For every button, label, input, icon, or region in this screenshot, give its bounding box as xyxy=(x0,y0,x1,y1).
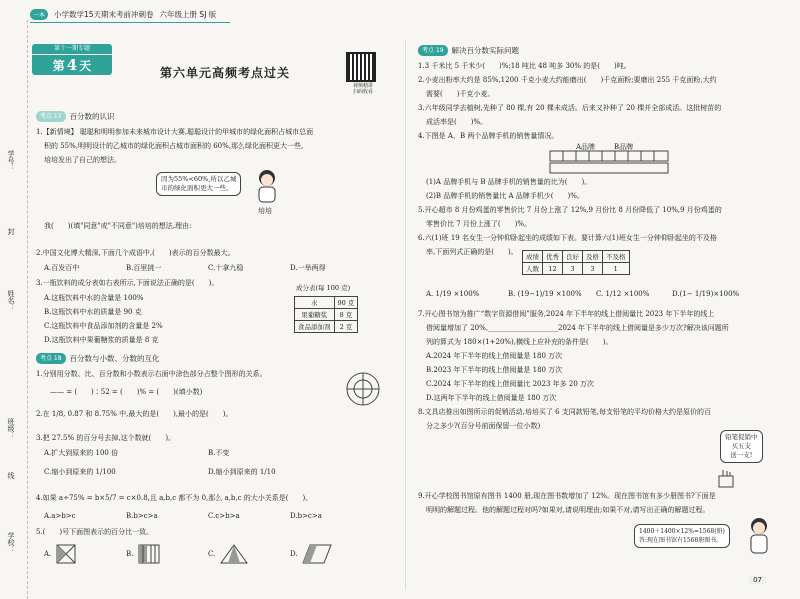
option: A.百发百中 xyxy=(44,264,80,272)
girl-illustration xyxy=(252,168,282,204)
question-text: 借阅量增加了 20%,____________________2024 年下半年的线上借阅量是多少万次?解决该问题所 xyxy=(426,324,729,332)
question-text: 需要( )千克小麦。 xyxy=(426,90,495,98)
question-text: 6.六(1)班 19 名女生一分钟仰卧起坐的成绩如下表。要计算六(1)班女生一分钟仰卧起坐的不及格 xyxy=(418,234,717,242)
option: A. 1/19 ×100% xyxy=(426,290,480,298)
shape-d-icon xyxy=(302,544,332,564)
bubble-line: 因为55%<60%,所以乙城 xyxy=(161,175,237,183)
option: C.c>b>a xyxy=(208,512,240,520)
calc-line: 1400＋1400×12%=1568(册) xyxy=(639,528,725,535)
option: B.b>c>a xyxy=(126,512,158,520)
question-text: —— = ( )∶52 = ( )% = ( )(填小数) xyxy=(50,388,203,396)
shape-b-icon xyxy=(138,544,160,564)
option: B. xyxy=(126,550,134,558)
option: A.a>b>c xyxy=(44,512,76,520)
question-text: 3.一瓶饮料的成分表如右表所示,下面说法正确的是( )。 xyxy=(36,279,219,287)
option: D.(1− 1/19)×100% xyxy=(672,290,740,298)
option: C.这瓶饮料中食品添加剂的含量是 2% xyxy=(44,322,163,330)
question-text: 7.开心图书馆为推广“数字资源借阅”服务,2024 年下半年的线上借阅量比 2023 年下半年的线上 xyxy=(418,310,715,318)
section-tag: 考点 19 xyxy=(418,45,448,56)
day-counter xyxy=(32,55,112,75)
table-row xyxy=(295,309,358,321)
option: D.b>c>a xyxy=(290,512,322,520)
promo-line: 铅笔促销中 xyxy=(725,433,758,441)
qr-caption-line: 视频精讲 xyxy=(352,83,373,89)
question-text: 8.文具店推出如图所示的促销活动,培培买了 6 支同款铅笔,每支铅笔的平均价格大约是原价的百 xyxy=(418,408,712,416)
option: A.这瓶饮料中水的含量是 100% xyxy=(44,294,144,302)
option: D.这两年下半年的线上借阅量是 180 万次 xyxy=(426,394,557,402)
section-name: 百分数的认识 xyxy=(69,111,115,121)
book-title: 小学数学15天期末考前冲刺卷 xyxy=(54,9,154,19)
question-text: 2.在 1/8, 0.87 和 8.75% 中,最大的是( ),最小的是( )。 xyxy=(36,410,233,418)
score-table xyxy=(522,250,630,275)
promo-sign xyxy=(720,430,763,463)
section-tag: 考点 17 xyxy=(36,111,66,122)
table-cell: 水 xyxy=(295,297,335,309)
question-text: 9.开心学校图书馆原有图书 1400 册,现在图书数增加了 12%。现在图书馆有多少册图书?下面是 xyxy=(418,492,716,500)
question-text: 培培发出了自己的想法。 xyxy=(44,156,121,164)
table-cell: 良好 xyxy=(563,251,583,263)
question-text: 1.分别用分数、比、百分数和小数表示右面中涂色部分占整个图形的关系。 xyxy=(36,370,267,378)
question-text: 1.3 千米比 5 千米少( )%;18 吨比 48 吨多 30% 的是( )吨。 xyxy=(418,62,631,70)
option: D.一举两得 xyxy=(290,264,326,272)
promo-line: 买五支 xyxy=(731,442,751,450)
boy-illustration xyxy=(744,516,774,556)
question-text: 明明的解题过程。他的解题过程对吗?如果对,请说明理由;如果不对,请写出正确的解题过程。 xyxy=(426,506,710,514)
table-cell: 3 xyxy=(583,263,603,275)
option: C.2024 年下半年的线上借阅量比 2023 年多 20 万次 xyxy=(426,380,594,388)
question-text: 我( )(填"同意"或"不同意")培培的想法,理由: xyxy=(44,222,192,230)
table-row xyxy=(523,263,630,275)
target-circle-figure xyxy=(346,372,380,406)
option: B.这瓶饮料中水的质量是 90 克 xyxy=(44,308,142,316)
section-header-18 xyxy=(36,352,160,364)
girl-name: 培培 xyxy=(258,207,272,215)
school-label: 学校： xyxy=(7,532,15,553)
table-cell: 不及格 xyxy=(603,251,630,263)
table-row xyxy=(295,321,358,333)
shape-a-icon xyxy=(56,544,76,564)
qr-caption-line: 扫码收看 xyxy=(352,89,373,95)
section-tag: 考点 18 xyxy=(36,353,66,364)
question-text: 1.【新情境】 聪聪和明明参加未来城市设计大赛,聪聪设计的甲城市的绿化面积占城市总面 xyxy=(36,128,314,136)
table-cell: 及格 xyxy=(583,251,603,263)
question-text: 2.中国文化博大精深,下面几个成语中,( )表示的百分数最大。 xyxy=(36,249,235,257)
question-text: 零售价比 7 月份上涨了( )%。 xyxy=(426,220,532,228)
name-label: 姓名： xyxy=(7,290,15,311)
option: A.2024 年下半年的线上借阅量是 180 万次 xyxy=(426,352,563,360)
brand-b-label: B品牌 xyxy=(614,143,634,151)
question-text: 成活率是( )%。 xyxy=(426,118,488,126)
sales-bar-figure xyxy=(549,150,669,174)
question-text: 积的 55%,明明设计的乙城市的绿化面积占城市面积的 60%,那么绿化面积更大一些, xyxy=(44,142,304,150)
option: C. 1/12 ×100% xyxy=(596,290,650,298)
question-text: 5.开心超市 8 月份鸡蛋的零售价比 7 月份上涨了 12%,9 月份比 8 月份降低了 10%,9 月份鸡蛋的 xyxy=(418,206,722,214)
table-cell: 8 克 xyxy=(334,309,358,321)
table-cell: 3 xyxy=(563,263,583,275)
column-divider xyxy=(405,40,406,590)
bubble-line: 市的绿化面积更大一些。 xyxy=(161,184,233,192)
option: D.缩小到原来的 1/10 xyxy=(208,468,276,476)
section-name: 百分数与小数、分数的互化 xyxy=(69,353,160,363)
pencil-cup-icon xyxy=(716,470,736,488)
question-text: 列的算式为 180×(1+20%),横线上应补充的条件是( )。 xyxy=(426,338,613,346)
table-cell: 食品添加剂 xyxy=(295,321,335,333)
qr-caption xyxy=(346,83,380,95)
table-cell: 成绩 xyxy=(523,251,543,263)
option: A. xyxy=(44,550,52,558)
option: D. xyxy=(290,550,298,558)
day-suffix: 天 xyxy=(79,58,92,73)
table-cell: 优秀 xyxy=(543,251,563,263)
cut-line-mark: 线 xyxy=(7,472,15,479)
option: C.缩小到原来的 1/100 xyxy=(44,468,116,476)
brand-a-label: A品牌 xyxy=(576,143,596,151)
table-caption: 成分表(每 100 克) xyxy=(296,284,351,292)
question-text: 3.六年级同学去植树,先种了 80 棵,有 20 棵未成活。后来又补种了 20 棵并全部成活。这批树苗的 xyxy=(418,104,722,112)
section-header-17 xyxy=(36,110,115,122)
question-text: (1)A 品牌手机与 B 品牌手机的销售量的比为( )。 xyxy=(426,178,592,186)
option: A.扩大到原来的 100 倍 xyxy=(44,449,119,457)
question-text: 分之多少?(百分号前面保留一位小数) xyxy=(426,422,541,430)
seal-mark: 封 xyxy=(7,228,15,235)
solution-bubble xyxy=(634,524,730,548)
speech-bubble xyxy=(156,172,241,196)
section-name: 解决百分数实际问题 xyxy=(451,45,520,55)
question-text: 率,下面列式正确的是( )。 xyxy=(426,248,518,256)
question-text: 2.小麦出粉率大约是 85%,1200 千克小麦大约能磨出( )千克面粉;要磨出 255 千克面粉,大约 xyxy=(418,76,717,84)
table-cell: 90 克 xyxy=(334,297,358,309)
question-text: 4.下图是 A、B 两个品牌手机的销售量情况。 xyxy=(418,132,559,140)
option: D.这瓶饮料中果葡糖浆的质量是 8 克 xyxy=(44,336,159,344)
table-cell: 人数 xyxy=(523,263,543,275)
page-number: 07 xyxy=(749,576,766,584)
day-number: 4 xyxy=(66,56,78,74)
qr-code[interactable] xyxy=(346,52,376,82)
table-cell: 1 xyxy=(603,263,630,275)
stamp-caption: 第十一期专题 xyxy=(32,44,112,54)
question-text: (2)B 品牌手机的销售量比 A 品牌手机少( )%。 xyxy=(426,192,584,200)
option: C. xyxy=(208,550,216,558)
publisher-logo: 一本 xyxy=(30,9,48,20)
student-id-label: 学号： xyxy=(7,150,15,171)
header-rule xyxy=(30,22,230,23)
question-text: 5.( )号下面图表示的百分比一致。 xyxy=(36,528,154,536)
table-cell: 2 克 xyxy=(334,321,358,333)
option: C.十拿九稳 xyxy=(208,264,244,272)
option: B.不变 xyxy=(208,449,230,457)
promo-line: 送一支! xyxy=(730,451,753,459)
option: B.2023 年下半年的线上借阅量是 180 万次 xyxy=(426,366,563,374)
grade-label: 六年级上册 SJ 版 xyxy=(159,9,217,19)
table-cell: 果葡糖浆 xyxy=(295,309,335,321)
option: B.百里挑一 xyxy=(126,264,162,272)
question-text: 4.如果 a÷75% = b×5/7 = c×0.8,且 a,b,c 都不为 0,那么 a,b,c 的大小关系是( )。 xyxy=(36,494,313,502)
page-title: 第六单元高频考点过关 xyxy=(160,66,291,80)
calc-line: 答:现在图书馆有1568册图书。 xyxy=(639,537,723,544)
option: B. (19−1)/19 ×100% xyxy=(508,290,582,298)
ingredient-table xyxy=(294,296,358,333)
student-info-strip xyxy=(0,20,28,599)
table-row xyxy=(523,251,630,263)
table-cell: 12 xyxy=(543,263,563,275)
header xyxy=(30,6,222,22)
section-header-19 xyxy=(418,44,519,56)
question-text: 3.把 27.5% 的百分号去掉,这个数就( )。 xyxy=(36,434,176,442)
table-row xyxy=(295,297,358,309)
class-label: 班级： xyxy=(7,418,15,439)
shape-c-icon xyxy=(220,544,248,564)
day-stamp xyxy=(32,44,112,80)
day-prefix: 第 xyxy=(52,58,65,73)
